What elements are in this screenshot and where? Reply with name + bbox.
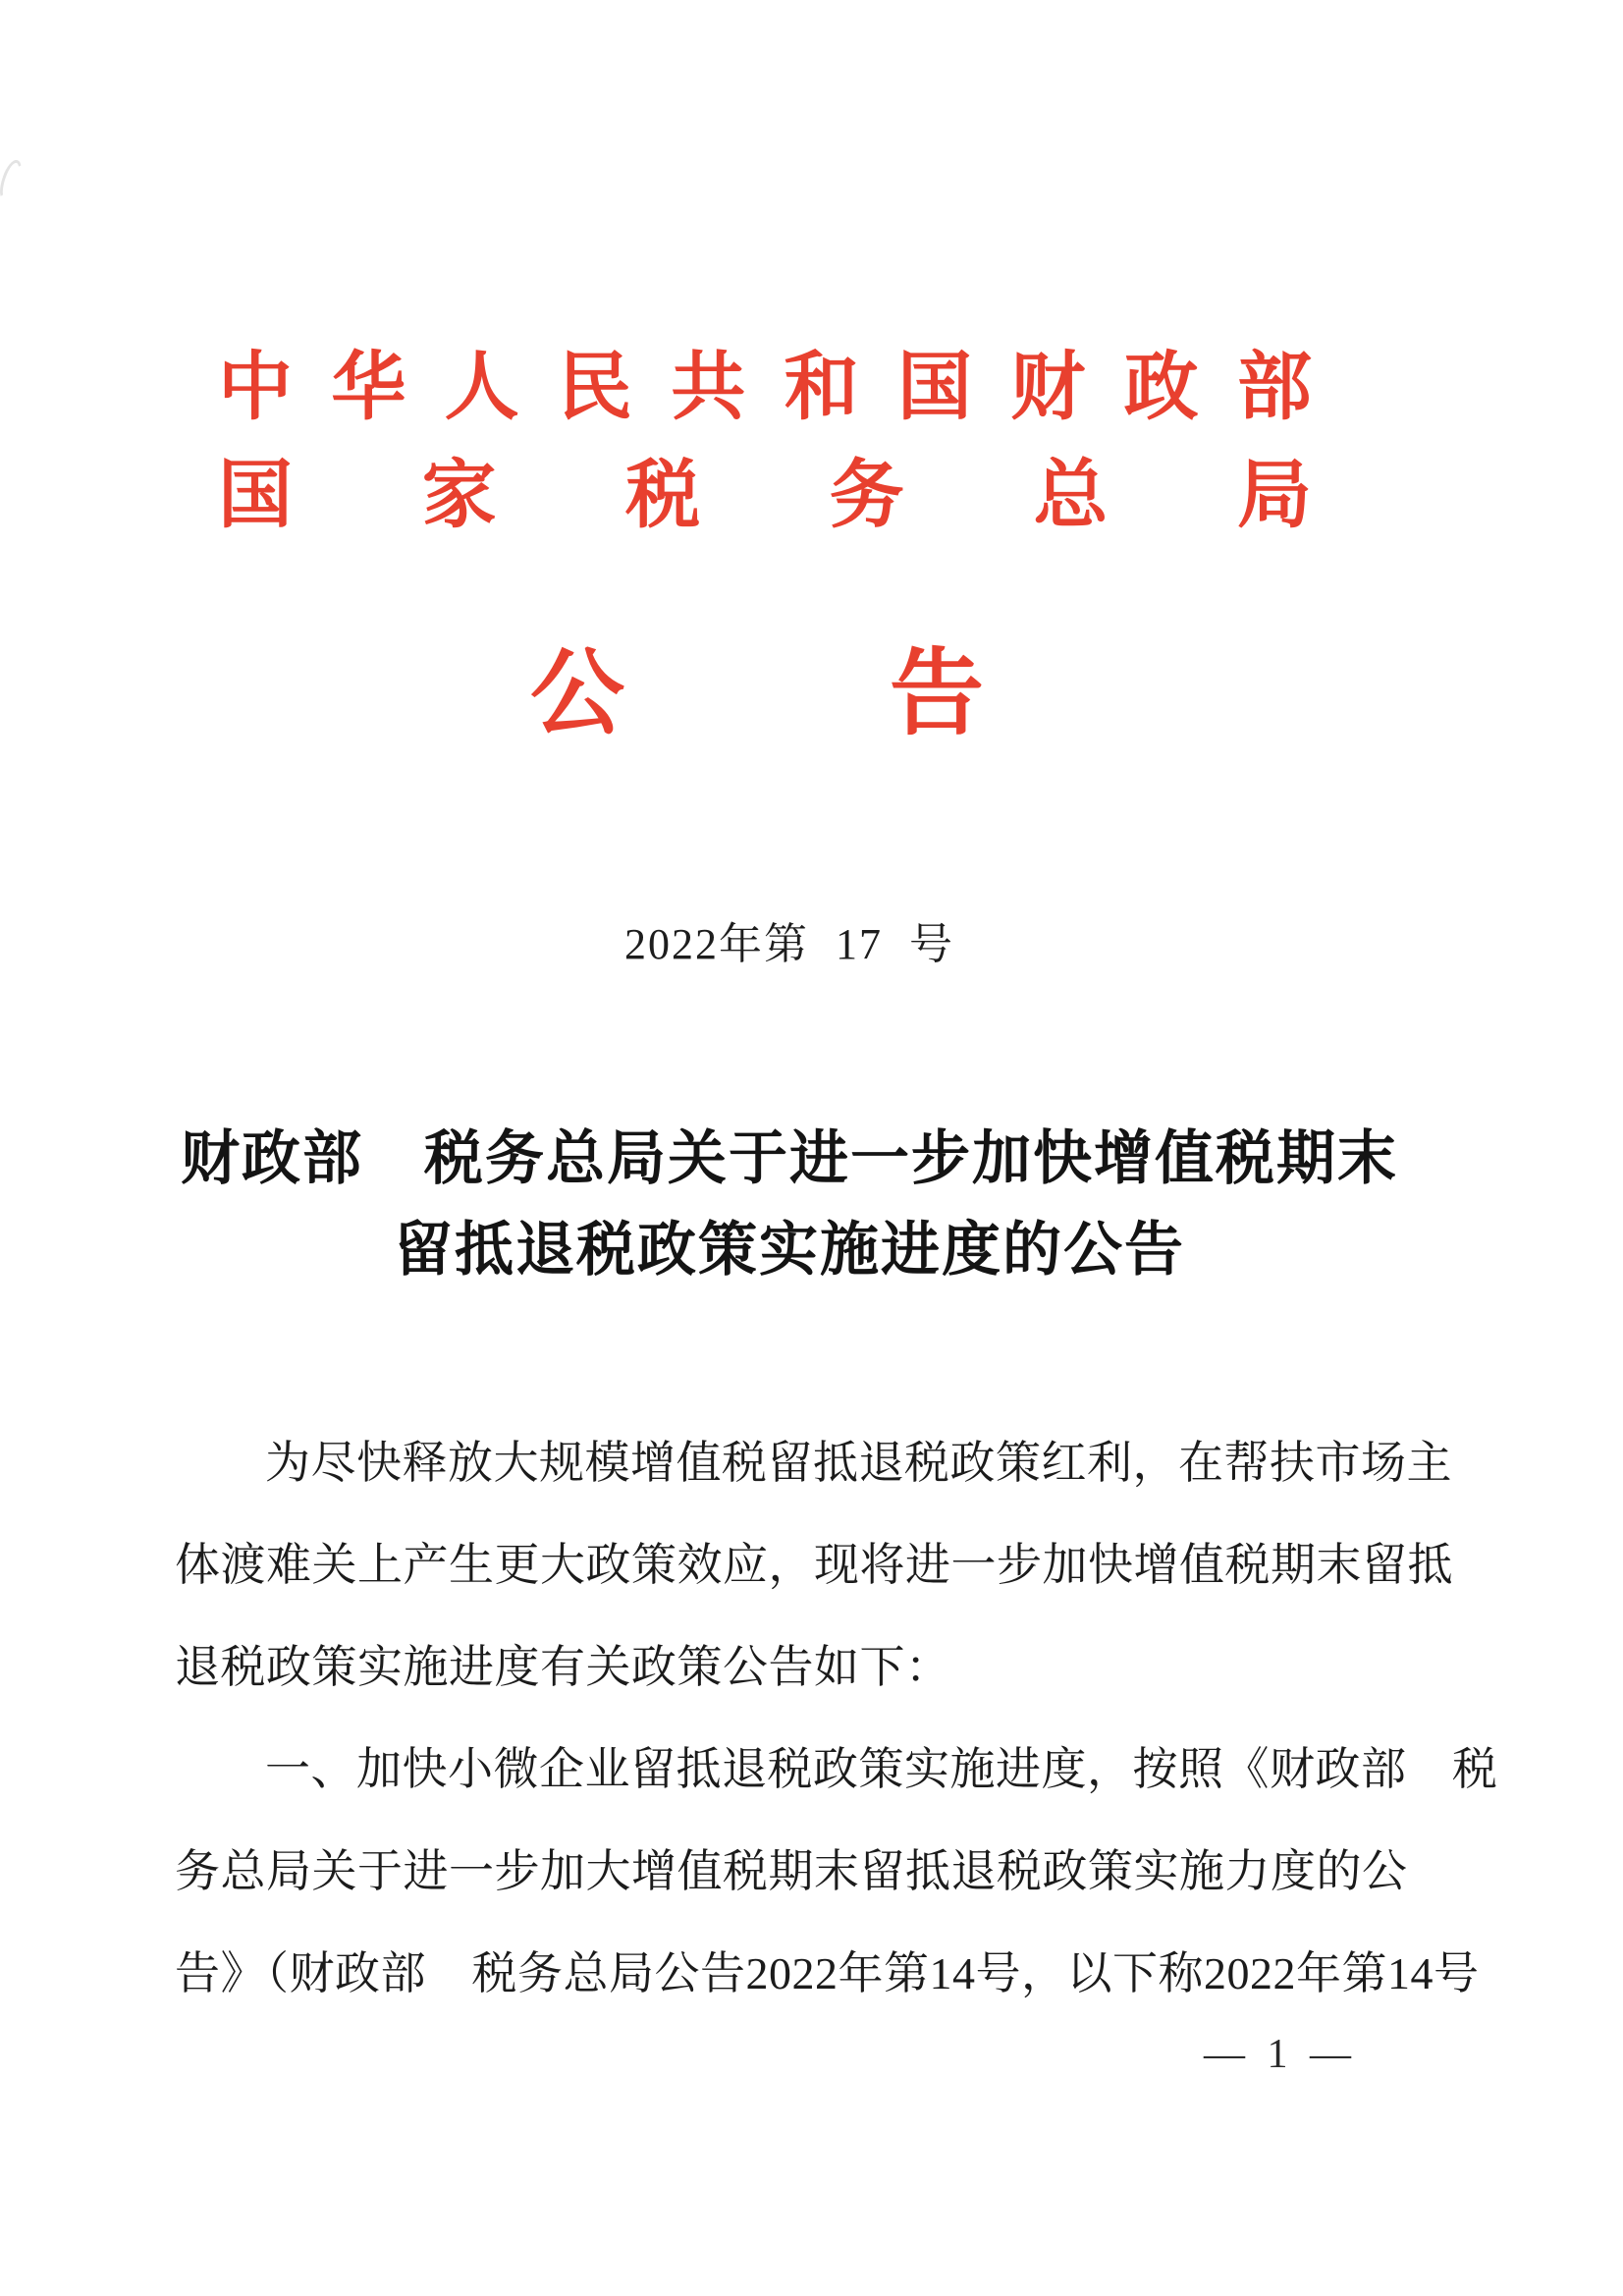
body-text-line: 一、加快小微企业留抵退税政策实施进度，按照《财政部 税 [265, 1744, 1498, 1794]
page-number: — 1 — [1204, 2032, 1357, 2077]
issuing-org-line-2: 国 家 税 务 总 局 [218, 455, 1312, 537]
document-title-line-1: 财政部 税务总局关于进一步加快增值税期末 [181, 1126, 1398, 1191]
body-text-line: 为尽快释放大规模增值税留抵退税政策红利，在帮扶市场主 [265, 1438, 1452, 1488]
body-text-line: 务总局关于进一步加大增值税期末留抵退税政策实施力度的公 [175, 1846, 1408, 1896]
body-text [175, 1412, 1498, 2025]
announcement-word: 公 告 [530, 641, 984, 746]
body-text-line: 退税政策实施进度有关政策公告如下： [175, 1642, 951, 1692]
issuing-org-line-1: 中 华 人 民 共 和 国 财 政 部 [218, 347, 1312, 429]
body-text-line: 体渡难关上产生更大政策效应，现将进一步加快增值税期末留抵 [175, 1540, 1453, 1590]
issue-number: 2022年第 17 号 [624, 920, 954, 968]
document-title [0, 1114, 1579, 1296]
body-text-line: 告》（财政部 税务总局公告2022年第14号，以下称2022年第14号 [175, 1948, 1480, 1998]
document-title-line-2: 留抵退税政策实施进度的公告 [394, 1218, 1185, 1283]
scan-artifact [0, 157, 26, 203]
